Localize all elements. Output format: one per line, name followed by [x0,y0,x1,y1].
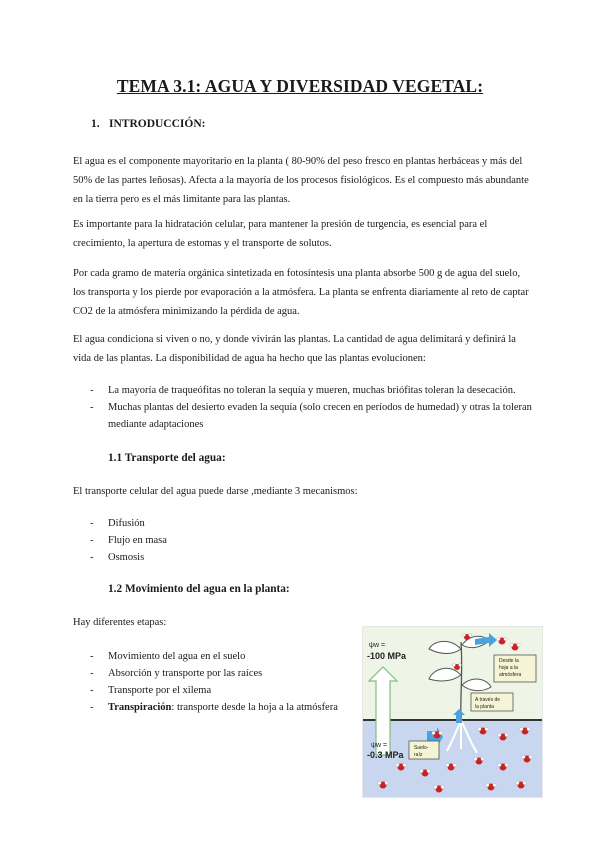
figure-svg [363,627,542,797]
list-item: - Transpiración: transporte desde la hoja a la atmósfera [90,702,338,713]
list-item: - Muchas plantas del desierto evaden la sequía (solo crecen en períodos de humedad) y otras la toleran mediante adaptaciones [90,402,532,430]
soil-box-line-2: raíz [414,752,423,758]
list-item: - Absorción y transporte por las raíces [90,668,263,679]
psi-bottom-label: ψw = [371,742,388,749]
psi-bottom-value: -0.3 MPa [367,750,404,760]
water-movement-figure [362,626,543,798]
subsection-heading-movimiento: 1.2 Movimiento del agua en la planta: [108,583,290,595]
section-heading-introduccion [91,118,205,130]
leaf-box-line-3: atmósfera [499,672,522,678]
paragraph-2: Es importante para la hidratación celular, para mantener la presión de turgencia, es esencial para el crecimiento, la apertura de estomas y el transporte de solutos. [73,219,488,249]
list-item: - Transporte por el xilema [90,685,212,696]
mechanism-list [73,515,373,566]
list-item: - Movimiento del agua en el suelo [90,651,246,662]
list-item: - Flujo en masa [90,535,167,546]
plant-box-line-1: A través de [475,697,501,703]
list-item: - Difusión [90,518,145,529]
psi-top-label: ψw = [369,642,386,649]
paragraph-4: El agua condiciona si viven o no, y donde vivirán las plantas. La cantidad de agua delimitará y definirá la vida de las plantas. La disponibilidad de agua ha hecho que las plantas evolucionen: [73,334,516,364]
section-title: INTRODUCCIÓN: [109,118,206,130]
paragraph-1: El agua es el componente mayoritario en la planta ( 80-90% del peso fresco en plantas herbáceas y más del 50% de las partes leñosas). Afecta a la mayoría de los procesos fisiológicos. Es el compuesto más abundante en la tierra pero es el más limitante para las plantas. [73,156,529,205]
page-title: TEMA 3.1: AGUA Y DIVERSIDAD VEGETAL: [116,76,484,96]
psi-top-value: -100 MPa [367,651,407,661]
section-number: 1. [91,118,100,130]
list-item: - Osmosis [90,552,145,563]
plant-box-line-2: la planta [475,704,494,710]
transport-intro: El transporte celular del agua puede darse ,mediante 3 mecanismos: [73,486,358,497]
adaptation-list [73,382,533,433]
soil-box-line-1: Suelo- [414,745,429,751]
movement-intro: Hay diferentes etapas: [73,617,167,628]
paragraph-3: Por cada gramo de materia orgánica sintetizada en fotosíntesis una planta absorbe 500 g de agua del suelo, los transporta y los pierde por evaporación a la atmósfera. La planta se enfrenta diariamente al reto de captar CO2 de la atmósfera minimizando la pérdida de agua. [73,268,529,317]
list-item: - La mayoría de traqueófitas no toleran la sequía y mueren, muchas briófitas toleran la desecación. [90,385,516,396]
stages-list [73,648,363,716]
subsection-heading-transporte: 1.1 Transporte del agua: [108,452,226,464]
leaf-box-line-1: Desde la [499,658,519,664]
leaf-box-line-2: hoja a la [499,665,518,671]
